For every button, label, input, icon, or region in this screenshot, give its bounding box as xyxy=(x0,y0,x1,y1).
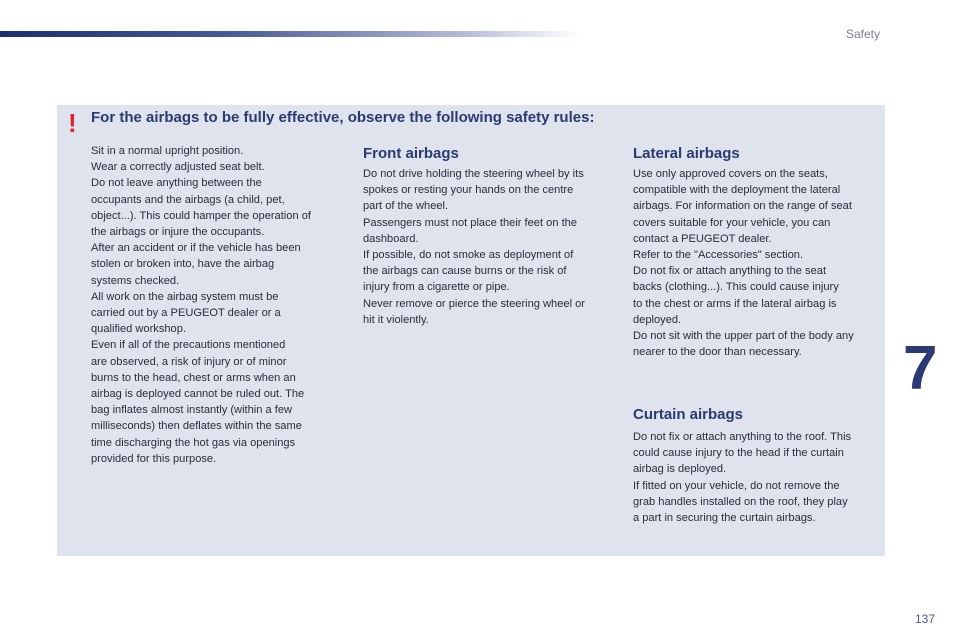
text-line: milliseconds) then deflates within the same xyxy=(91,420,302,433)
text-line: bag inflates almost instantly (within a few xyxy=(91,404,293,417)
text-line: provided for this purpose. xyxy=(91,452,217,465)
text-line: the airbags can cause burns or the risk of xyxy=(363,265,567,278)
text-line: the airbags or injure the occupants. xyxy=(91,226,265,239)
text-line: stolen or broken into, have the airbag xyxy=(91,258,275,271)
text-line: burns to the head, chest or arms when an xyxy=(91,371,296,384)
text-line: Never remove or pierce the steering wheel or xyxy=(363,297,585,310)
text-line: Do not leave anything between the xyxy=(91,177,262,190)
warning-exclamation-icon: ! xyxy=(68,108,77,138)
text-line: If fitted on your vehicle, do not remove the xyxy=(633,479,840,492)
text-line: backs (clothing...). This could cause injury xyxy=(633,281,839,294)
text-line: qualified workshop. xyxy=(91,323,186,336)
text-line: are observed, a risk of injury or of minor xyxy=(91,355,287,368)
text-line: could cause injury to the head if the curtain xyxy=(633,447,844,460)
header-gradient-bar xyxy=(0,31,580,37)
text-line: Passengers must not place their feet on the xyxy=(363,216,577,229)
general-rules-text xyxy=(91,143,311,467)
front-airbags-text xyxy=(363,166,585,328)
text-line: airbag is deployed cannot be ruled out. The xyxy=(91,388,305,401)
text-line: airbags. For information on the range of seat xyxy=(633,200,852,213)
text-line: If possible, do not smoke as deployment of xyxy=(363,249,574,262)
text-line: airbag is deployed. xyxy=(633,463,727,476)
text-line: dashboard. xyxy=(363,232,419,245)
box-heading: For the airbags to be fully effective, observe the following safety rules: xyxy=(91,109,595,126)
text-line: hit it violently. xyxy=(363,313,429,326)
text-line: injury from a cigarette or pipe. xyxy=(363,281,510,294)
text-line: carried out by a PEUGEOT dealer or a xyxy=(91,307,281,320)
text-line: grab handles installed on the roof, they play xyxy=(633,495,848,508)
text-line: Use only approved covers on the seats, xyxy=(633,168,828,180)
chapter-number: 7 xyxy=(903,334,938,403)
section-title: Safety xyxy=(846,27,881,41)
text-line: deployed. xyxy=(633,313,682,326)
front-airbags-heading: Front airbags xyxy=(363,145,459,162)
text-line: nearer to the door than necessary. xyxy=(633,346,802,359)
text-line: part of the wheel. xyxy=(363,200,449,213)
text-line: Do not fix or attach anything to the seat xyxy=(633,265,827,278)
text-line: compatible with the deployment the lateral xyxy=(633,184,841,197)
lateral-airbags-text xyxy=(633,166,854,360)
text-line: After an accident or if the vehicle has been xyxy=(91,242,301,255)
text-line: Wear a correctly adjusted seat belt. xyxy=(91,161,265,174)
page-number: 137 xyxy=(915,612,936,626)
text-line: occupants and the airbags (a child, pet, xyxy=(91,193,285,206)
curtain-airbags-text xyxy=(633,429,851,526)
text-line: to the chest or arms if the lateral airbag is xyxy=(633,297,837,310)
curtain-airbags-heading: Curtain airbags xyxy=(633,406,744,423)
lateral-airbags-heading: Lateral airbags xyxy=(633,145,740,162)
text-line: contact a PEUGEOT dealer. xyxy=(633,232,772,245)
text-line: All work on the airbag system must be xyxy=(91,290,279,303)
text-line: a part in securing the curtain airbags. xyxy=(633,512,816,525)
text-line: spokes or resting your hands on the centre xyxy=(363,184,574,197)
text-line: Do not drive holding the steering wheel by its xyxy=(363,168,584,180)
text-line: Even if all of the precautions mentioned xyxy=(91,339,286,352)
text-line: systems checked. xyxy=(91,274,180,287)
text-line: Refer to the "Accessories" section. xyxy=(633,249,804,262)
text-line: Do not sit with the upper part of the body any xyxy=(633,330,854,343)
text-line: Do not fix or attach anything to the roof. This xyxy=(633,431,852,443)
text-line: Sit in a normal upright position. xyxy=(91,145,244,157)
text-line: covers suitable for your vehicle, you can xyxy=(633,216,831,229)
text-line: time discharging the hot gas via openings xyxy=(91,436,296,449)
text-line: object...). This could hamper the operation of xyxy=(91,209,311,222)
